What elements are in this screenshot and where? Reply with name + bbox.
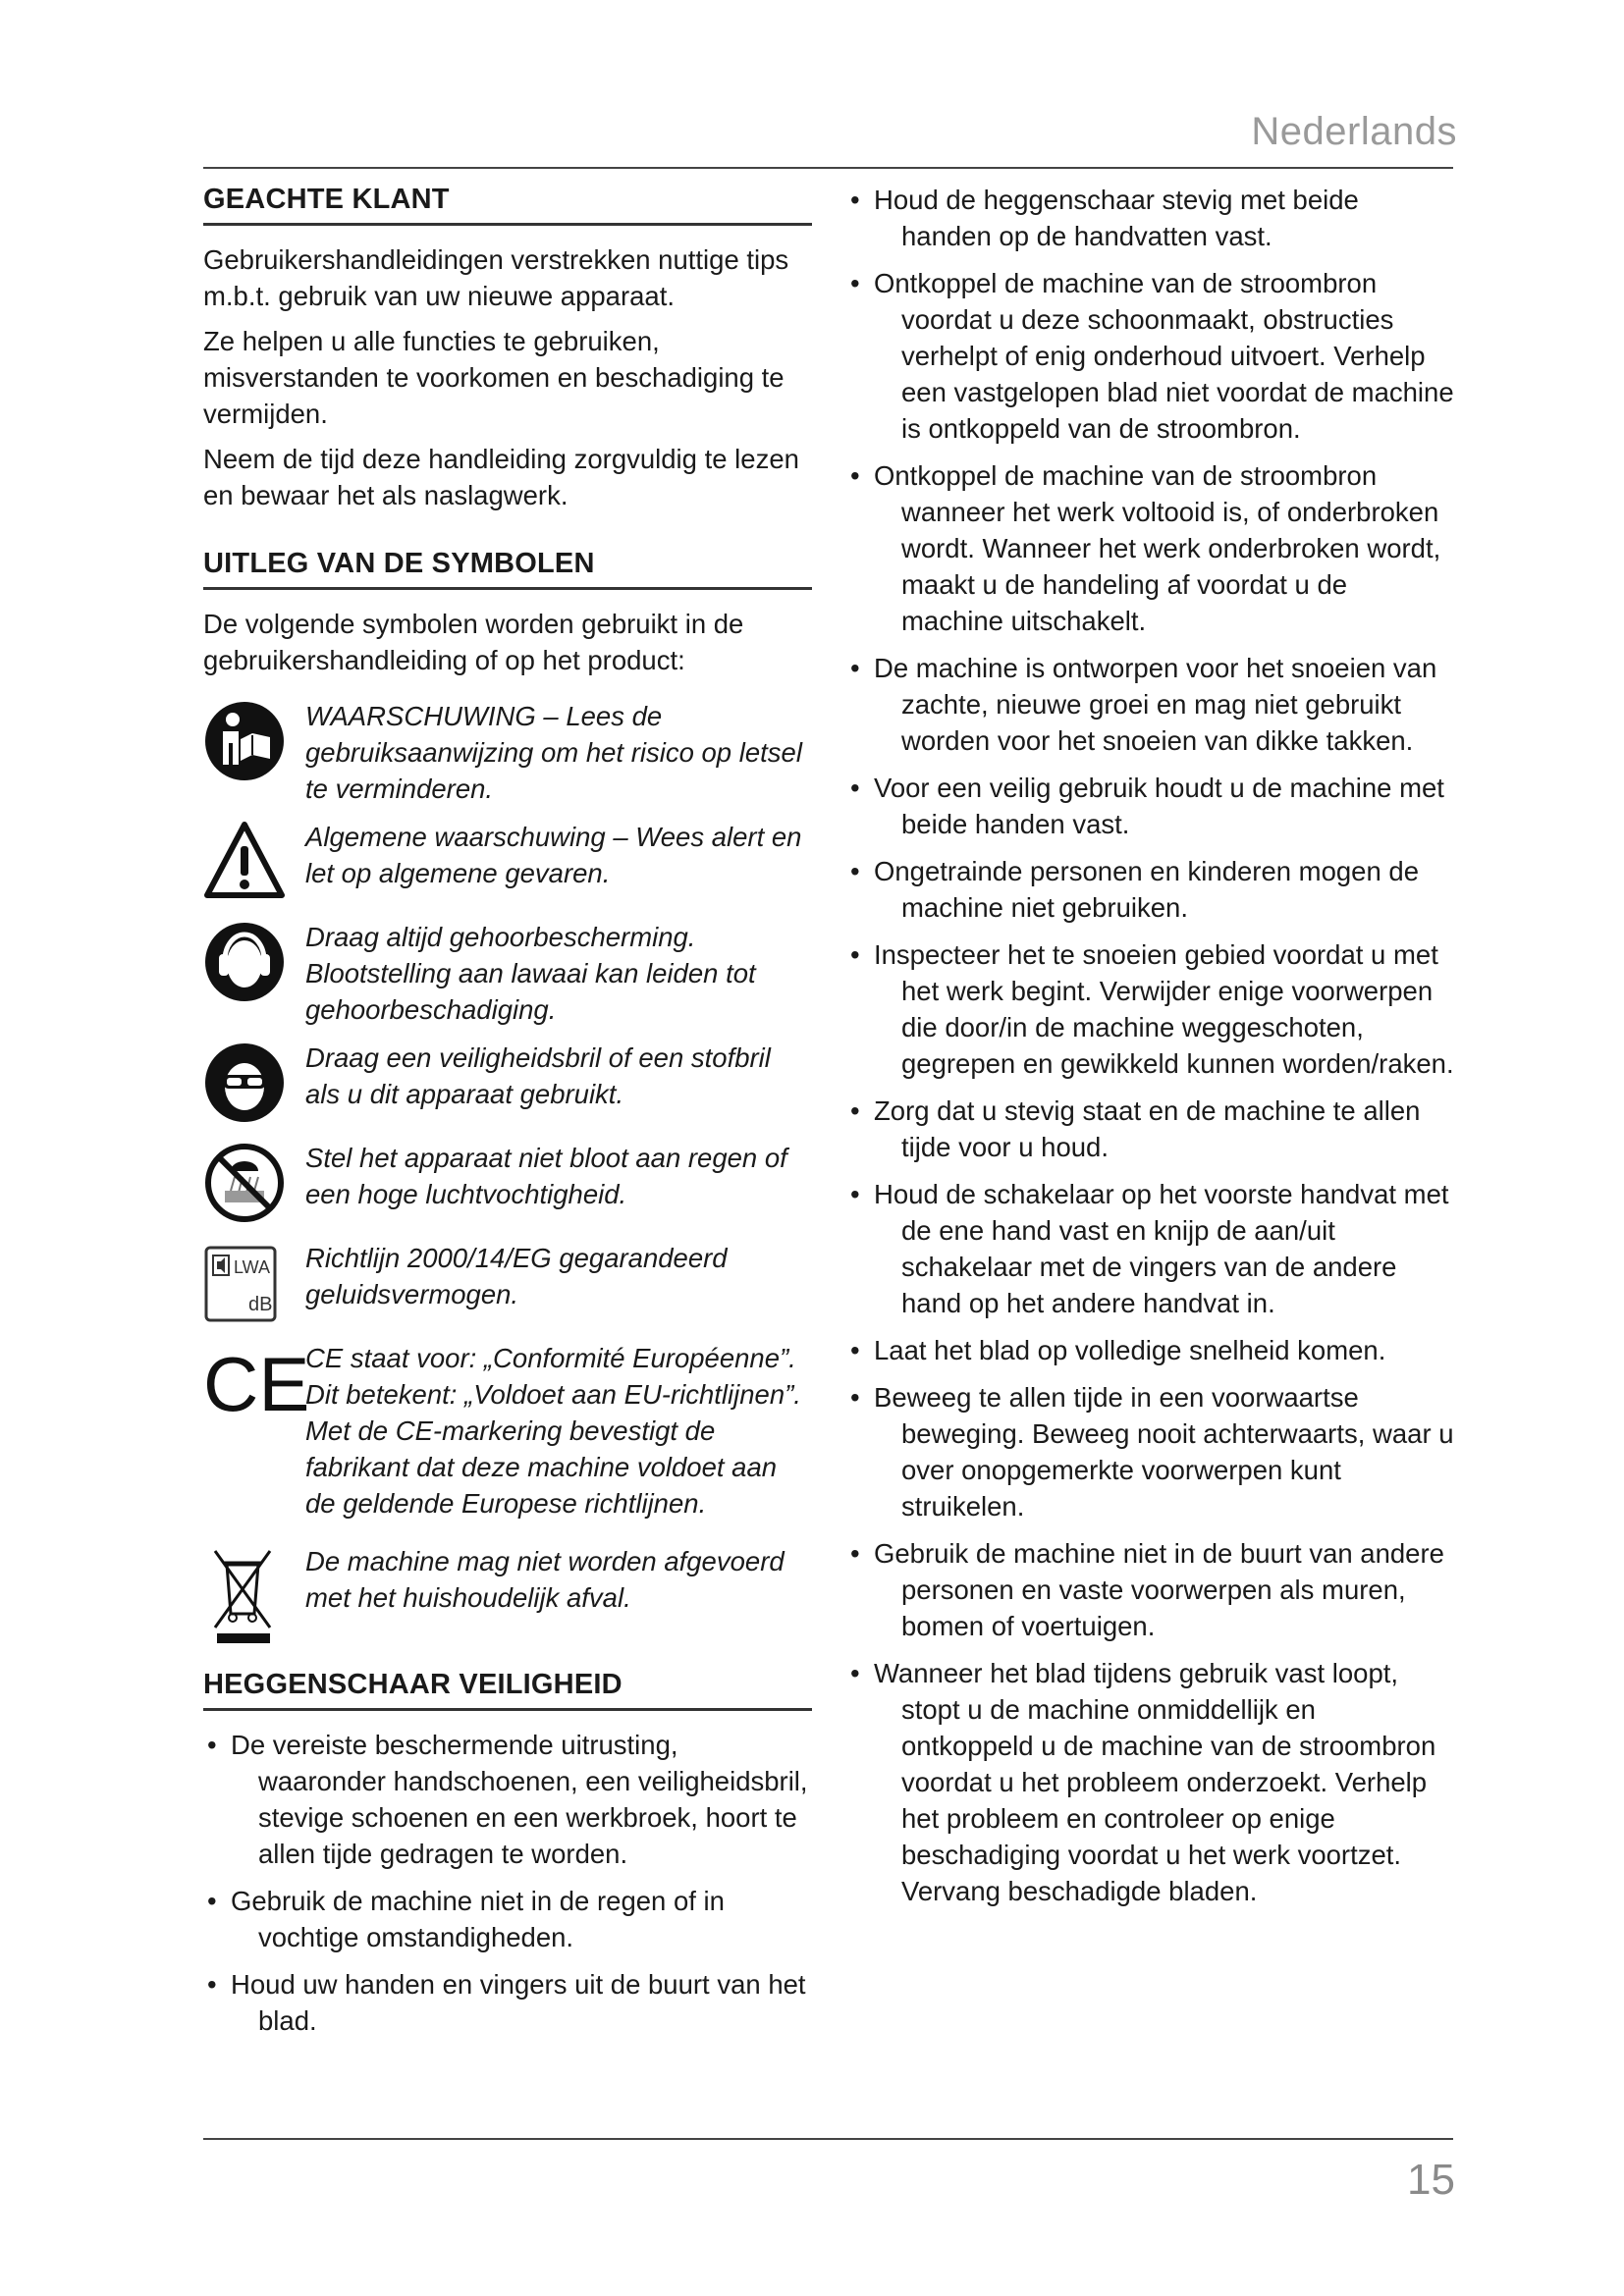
list-item: • Houd de schakelaar op het voorste handvat met de ene hand vast en knijp de aan/uit schakelaar met de vingers van de andere hand op het andere handvat in. bbox=[846, 1176, 1455, 1321]
header-rule bbox=[203, 167, 1453, 169]
symbol-text: Draag altijd gehoorbescherming. Blootstelling aan lawaai kan leiden tot gehoorbeschadiging. bbox=[305, 922, 756, 1025]
eye-protection-icon bbox=[203, 1041, 286, 1124]
paragraph: Ze helpen u alle functies te gebruiken, misverstanden te voorkomen en beschadiging te vermijden. bbox=[203, 326, 785, 429]
list-item: • Laat het blad op volledige snelheid komen. bbox=[846, 1332, 1455, 1368]
symbol-row bbox=[203, 698, 812, 807]
ce-mark-icon bbox=[203, 1341, 310, 1427]
safety-list-continued bbox=[846, 182, 1455, 1909]
symbol-row bbox=[203, 1140, 812, 1228]
symbol-row bbox=[203, 919, 812, 1028]
list-item: • Zorg dat u stevig staat en de machine te allen tijde voor u houd. bbox=[846, 1093, 1455, 1165]
symbols-intro: De volgende symbolen worden gebruikt in de gebruikershandleiding of op het product: bbox=[203, 609, 744, 675]
list-item: • Inspecteer het te snoeien gebied voordat u met het werk begint. Verwijder enige voorwerpen die door/in de machine weggeschoten, gegrepen en gewikkeld kunnen worden/raken. bbox=[846, 936, 1455, 1082]
read-manual-icon bbox=[203, 700, 286, 782]
paragraph: Neem de tijd deze handleiding zorgvuldig te lezen en bewaar het als naslagwerk. bbox=[203, 444, 799, 510]
list-item: • Gebruik de machine niet in de buurt van andere personen en vaste voorwerpen als muren, bomen of voertuigen. bbox=[846, 1535, 1455, 1644]
symbol-row bbox=[203, 1040, 812, 1128]
list-item: • Ongetrainde personen en kinderen mogen de machine niet gebruiken. bbox=[846, 853, 1455, 926]
right-column bbox=[846, 182, 1455, 1920]
list-item: • Wanneer het blad tijdens gebruik vast loopt, stopt u de machine onmiddellijk en ontkoppeld u de machine van de stroombron voordat u het probleem onderzoekt. Verhelp het probleem en controleer op enige beschadiging voordat u het werk voortzet. Vervang beschadigde bladen. bbox=[846, 1655, 1455, 1909]
list-item: • Houd uw handen en vingers uit de buurt van het blad. bbox=[203, 1966, 812, 2039]
section-heading-veiligheid: HEGGENSCHAAR VEILIGHEID bbox=[203, 1667, 812, 1711]
footer-rule bbox=[203, 2138, 1453, 2140]
list-item: • Ontkoppel de machine van de stroombron wanneer het werk voltooid is, of onderbroken wordt. Wanneer het werk onderbroken wordt, maakt u de handeling af voordat u de machine uitschakelt. bbox=[846, 457, 1455, 639]
symbol-text: WAARSCHUWING – Lees de gebruiksaanwijzing om het risico op letsel te verminderen. bbox=[305, 701, 802, 804]
symbol-text: Richtlijn 2000/14/EG gegarandeerd geluidsvermogen. bbox=[305, 1243, 728, 1309]
db-label: dB bbox=[248, 1294, 273, 1315]
left-column bbox=[203, 182, 812, 2050]
list-item: • De vereiste beschermende uitrusting, waaronder handschoenen, een veiligheidsbril, stevige schoenen en een werkbroek, hoort te allen tijde gedragen te worden. bbox=[203, 1727, 812, 1872]
weee-bin-icon bbox=[203, 1545, 286, 1647]
language-label: Nederlands bbox=[1251, 110, 1457, 153]
ear-protection-icon bbox=[203, 921, 286, 1003]
safety-list bbox=[203, 1727, 812, 2039]
symbol-row bbox=[203, 1240, 812, 1328]
symbol-row bbox=[203, 819, 812, 907]
list-item: • Voor een veilig gebruik houdt u de machine met beide handen vast. bbox=[846, 770, 1455, 842]
symbol-text: De machine mag niet worden afgevoerd met het huishoudelijk afval. bbox=[305, 1546, 785, 1613]
lwa-label: LWA bbox=[234, 1257, 271, 1277]
section-heading-symbolen: UITLEG VAN DE SYMBOLEN bbox=[203, 546, 812, 590]
symbol-row bbox=[203, 1543, 812, 1647]
sound-power-icon bbox=[203, 1242, 286, 1324]
symbol-text: CE staat voor: „Conformité Européenne”. Dit betekent: „Voldoet aan EU-richtlijnen”. Met de CE-markering bevestigt de fabrikant dat deze machine voldoet aan de geldende Europese richtlijnen. bbox=[305, 1343, 801, 1519]
page-number: 15 bbox=[1407, 2156, 1455, 2204]
symbol-text: Stel het apparaat niet bloot aan regen of een hoge luchtvochtigheid. bbox=[305, 1143, 787, 1209]
section-heading-klant: GEACHTE KLANT bbox=[203, 182, 812, 226]
paragraph: Gebruikershandleidingen verstrekken nuttige tips m.b.t. gebruik van uw nieuwe apparaat. bbox=[203, 244, 789, 311]
ce-label: CE bbox=[203, 1341, 310, 1427]
symbol-text: Draag een veiligheidsbril of een stofbril als u dit apparaat gebruikt. bbox=[305, 1042, 771, 1109]
list-item: • Ontkoppel de machine van de stroombron voordat u deze schoonmaakt, obstructies verhelpt of enig onderhoud uitvoert. Verhelp een vastgelopen blad niet voordat de machine is ontkoppeld van de stroombron. bbox=[846, 265, 1455, 447]
warning-triangle-icon bbox=[203, 821, 286, 899]
symbol-row bbox=[203, 1340, 812, 1522]
list-item: • Gebruik de machine niet in de regen of in vochtige omstandigheden. bbox=[203, 1883, 812, 1955]
list-item: • Beweeg te allen tijde in een voorwaartse beweging. Beweeg nooit achterwaarts, waar u over onopgemerkte voorwerpen kunt struikelen. bbox=[846, 1379, 1455, 1524]
no-rain-icon bbox=[203, 1142, 286, 1224]
list-item: • De machine is ontworpen voor het snoeien van zachte, nieuwe groei en mag niet gebruikt worden voor het snoeien van dikke takken. bbox=[846, 650, 1455, 759]
list-item: • Houd de heggenschaar stevig met beide handen op de handvatten vast. bbox=[846, 182, 1455, 254]
symbol-text: Algemene waarschuwing – Wees alert en let op algemene gevaren. bbox=[305, 822, 802, 888]
